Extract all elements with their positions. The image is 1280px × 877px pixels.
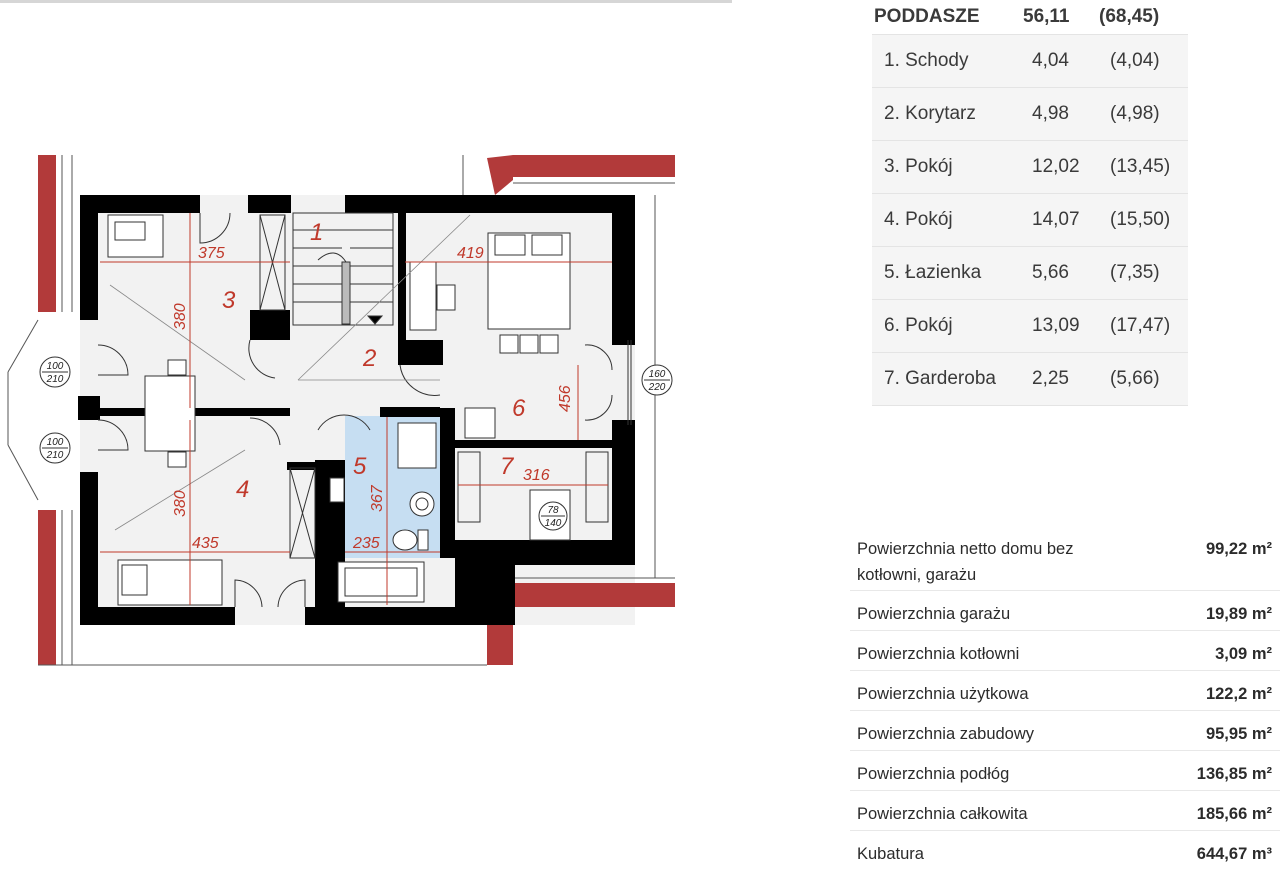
- summary-label: Powierzchnia netto domu bez kotłowni, garażu: [857, 540, 1074, 584]
- floor-net-area: 56,11: [1023, 6, 1070, 27]
- roof-left-top: [38, 155, 56, 312]
- room-number: 6: [512, 395, 526, 422]
- room-number: 5: [353, 453, 367, 480]
- summary-label: Kubatura: [857, 845, 924, 863]
- window-label: 160: [648, 369, 666, 380]
- summary-row: [850, 591, 1280, 631]
- room-gross-area: (5,66): [1110, 368, 1160, 389]
- room-number: 3: [222, 287, 236, 314]
- room-name: 2. Korytarz: [884, 103, 976, 124]
- summary-value: 185,66 m²: [1196, 805, 1272, 823]
- roof-right-top-wedge: [487, 155, 513, 195]
- room-name: 6. Pokój: [884, 315, 953, 336]
- room-number: 1: [310, 219, 324, 246]
- summary-label: Powierzchnia podłóg: [857, 765, 1010, 783]
- room-gross-area: (7,35): [1110, 262, 1160, 283]
- room-net-area: 5,66: [1032, 262, 1069, 283]
- room-net-area: 4,04: [1032, 50, 1069, 71]
- room-gross-area: (4,98): [1110, 103, 1160, 124]
- room-name: 5. Łazienka: [884, 262, 982, 283]
- table-row: [872, 194, 1188, 247]
- room-gross-area: (4,04): [1110, 50, 1160, 71]
- dimension-label: 380: [172, 490, 189, 517]
- window-label: 210: [46, 374, 64, 385]
- room-name: 3. Pokój: [884, 156, 953, 177]
- table-row: [872, 300, 1188, 353]
- room-name: 1. Schody: [884, 50, 969, 71]
- table-row: [872, 247, 1188, 300]
- roof-right-top: [513, 155, 675, 177]
- dimension-label: 456: [557, 385, 574, 412]
- room-gross-area: (15,50): [1110, 209, 1171, 230]
- rooms-table-header: [872, 0, 1188, 35]
- window-label: 78: [547, 505, 559, 516]
- dimension-label: 380: [172, 303, 189, 330]
- table-row: [872, 141, 1188, 194]
- window-label: 220: [648, 382, 666, 393]
- room-number: 7: [500, 453, 514, 480]
- table-row: [872, 88, 1188, 141]
- room-name: 4. Pokój: [884, 209, 953, 230]
- rooms-table: [872, 0, 1188, 406]
- window-label: 100: [46, 361, 64, 372]
- window-label: 210: [46, 450, 64, 461]
- summary-value: 99,22 m²: [1205, 540, 1272, 558]
- dimension-label: 419: [457, 245, 484, 262]
- area-summary: [850, 528, 1280, 870]
- table-row: [872, 353, 1188, 406]
- room-number: 2: [363, 345, 377, 372]
- summary-label: Powierzchnia garażu: [857, 605, 1011, 623]
- dimension-label: 367: [369, 485, 386, 512]
- roof-right-bottom: [513, 583, 675, 607]
- room-net-area: 2,25: [1032, 368, 1069, 389]
- summary-row: [850, 831, 1280, 870]
- dimension-label: 375: [198, 245, 225, 262]
- room-gross-area: (13,45): [1110, 156, 1171, 177]
- summary-label: Powierzchnia użytkowa: [857, 685, 1029, 703]
- summary-value: 3,09 m²: [1215, 645, 1272, 663]
- roof-left-bottom: [38, 510, 56, 665]
- summary-value: 122,2 m²: [1205, 685, 1272, 703]
- room-net-area: 13,09: [1032, 315, 1080, 336]
- dimension-label: 316: [523, 467, 550, 484]
- window-label: 100: [46, 437, 64, 448]
- summary-row: [850, 528, 1280, 591]
- summary-value: 644,67 m³: [1196, 845, 1272, 863]
- summary-row: [850, 671, 1280, 711]
- summary-value: 95,95 m²: [1205, 725, 1272, 743]
- dimension-label: 435: [192, 535, 219, 552]
- summary-row: [850, 711, 1280, 751]
- dimension-label: 235: [353, 535, 380, 552]
- room-net-area: 14,07: [1032, 209, 1080, 230]
- room-net-area: 12,02: [1032, 156, 1080, 177]
- window-label: 140: [544, 518, 562, 529]
- summary-row: [850, 791, 1280, 831]
- summary-value: 136,85 m²: [1196, 765, 1272, 783]
- floor-gross-area: (68,45): [1099, 6, 1160, 27]
- room-gross-area: (17,47): [1110, 315, 1171, 336]
- summary-value: 19,89 m²: [1205, 605, 1272, 623]
- summary-label: Powierzchnia kotłowni: [857, 645, 1020, 663]
- room-net-area: 4,98: [1032, 103, 1069, 124]
- summary-row: [850, 751, 1280, 791]
- summary-row: [850, 631, 1280, 671]
- summary-label: Powierzchnia zabudowy: [857, 725, 1035, 743]
- table-row: [872, 35, 1188, 88]
- room-name: 7. Garderoba: [884, 368, 996, 389]
- room-number: 4: [236, 476, 250, 503]
- summary-label: Powierzchnia całkowita: [857, 805, 1028, 823]
- floor-name: PODDASZE: [874, 6, 980, 27]
